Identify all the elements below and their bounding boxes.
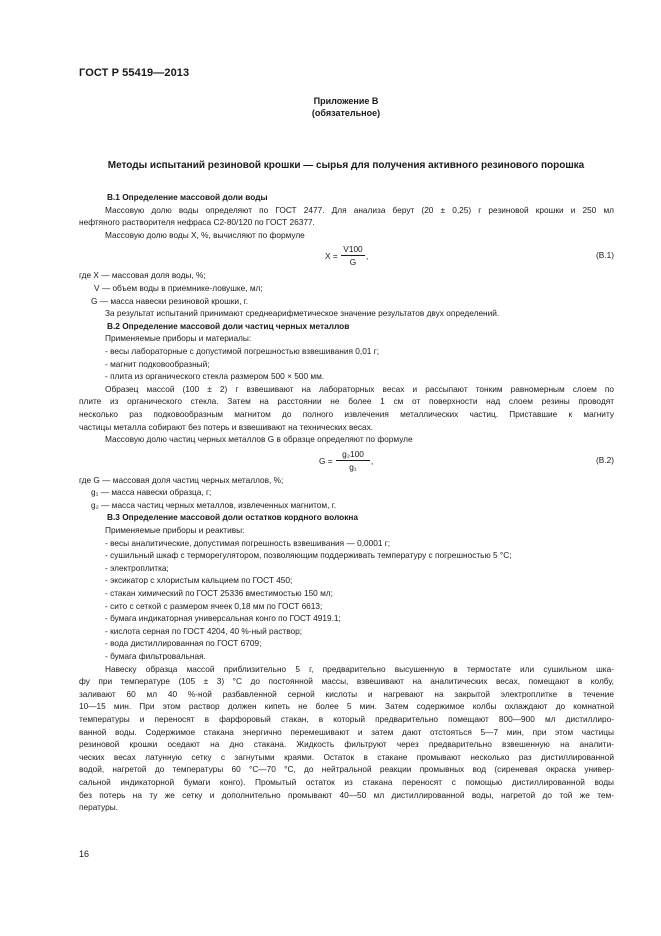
paragraph-line: пературы. bbox=[79, 802, 118, 813]
paragraph-line: частицы металла собирают без потерь и взвешивают на технических весах. bbox=[79, 421, 374, 432]
definition-g1: g₁ — масса навески образца, г; bbox=[91, 487, 212, 498]
list-item: - сито с сеткой с размером ячеек 0,18 мм по ГОСТ 6613; bbox=[105, 600, 323, 611]
list-item: - вода дистиллированная по ГОСТ 6709; bbox=[105, 638, 262, 649]
paragraph-line: Образец массой (100 ± 2) г взвешивают на лабораторных весах и рассыпают тонким равномерным слоем по bbox=[105, 383, 614, 394]
list-item: - стакан химический по ГОСТ 25336 вместимостью 150 мл; bbox=[105, 588, 333, 599]
section-heading-b1: В.1 Определение массовой доли воды bbox=[107, 192, 268, 202]
paragraph: Применяемые приборы и материалы: bbox=[105, 333, 252, 344]
paragraph: нефтяного растворителя нефраса С2-80/120 по ГОСТ 26377. bbox=[79, 217, 315, 228]
standard-header: ГОСТ Р 55419—2013 bbox=[79, 67, 190, 79]
definition-x: где X — массовая доля воды, %; bbox=[79, 270, 206, 281]
paragraph: Массовую долю воды X, %, вычисляют по формуле bbox=[105, 229, 305, 240]
paragraph-line: резиновой крошки оседают на дно стакана. Жидкость фильтруют через предварительно взвешенную на аналити- bbox=[79, 739, 614, 750]
paragraph-line: Навеску образца массой приблизительно 5 г, предварительно высушенную в термостате или сушильном шка- bbox=[105, 663, 614, 674]
paragraph: Применяемые приборы и реактивы: bbox=[105, 525, 245, 536]
paragraph-line: 10—15 мин. При этом раствор должен кипеть не более 5 мин. Затем содержимое колбы охлаждают до комнатной bbox=[79, 701, 614, 712]
paragraph-line: сальной индикаторной бумаги конго). Промытый остаток из стакана переносят с помощью дистиллированной воды bbox=[79, 776, 614, 787]
equation-number: (В.1) bbox=[596, 250, 614, 261]
annex-title: Приложение В bbox=[313, 96, 379, 106]
list-item: - плита из органического стекла размером 500 × 500 мм. bbox=[105, 371, 325, 382]
list-item: - бумага фильтровальная. bbox=[105, 651, 206, 661]
list-item: - сушильный шкаф с терморегулятором, позволяющим поддерживать температуру с погрешностью 5 °С; bbox=[105, 550, 512, 561]
paragraph-line: температуры и переносят в фарфоровый стакан, в который предварительно помещают 800—900 мл дистиллиро- bbox=[79, 713, 614, 724]
list-item: - весы аналитические, допустимая погрешность взвешивания — 0,0001 г; bbox=[105, 537, 391, 548]
paragraph-line: фу при температуре (105 ± 3) °С до постоянной массы, взвешивают на аналитических весах, помещают в колбу, bbox=[79, 676, 614, 687]
document-body bbox=[79, 191, 614, 814]
paragraph-line: заливают 60 мл 40 %-ной разбавленной серной кислоты и нагревают на закрытой электроплитке в течение bbox=[79, 688, 614, 699]
formula-numerator: g₂100 bbox=[342, 448, 364, 459]
annex-subtitle: (обязательное) bbox=[311, 108, 381, 118]
definition-v: V — объем воды в приемнике-ловушке, мл; bbox=[94, 282, 263, 293]
list-item: - весы лабораторные с допустимой погрешностью взвешивания 0,01 г; bbox=[105, 345, 380, 356]
list-item: - эксикатор с хлористым кальцием по ГОСТ 450; bbox=[105, 575, 293, 586]
formula-b1 bbox=[79, 241, 614, 269]
paragraph: Массовую долю частиц черных металлов G в образце определяют по формуле bbox=[105, 434, 413, 445]
formula-numerator: V100 bbox=[343, 244, 363, 255]
paragraph-line: ческих весах латунную сетку с загнутыми краями. Остаток в стакане промывают несколько раз дистиллированной bbox=[79, 751, 614, 762]
section-heading-b2: В.2 Определение массовой доли частиц черных металлов bbox=[107, 320, 350, 331]
formula-b2 bbox=[79, 446, 614, 474]
definition-g: G — масса навески резиновой крошки, г. bbox=[91, 295, 248, 306]
paragraph-line: без потерь на ту же сетку и дополнительно промывают 40—50 мл дистиллированной воды, нагретой до той же тем- bbox=[79, 789, 614, 800]
paragraph: За результат испытаний принимают среднеарифметическое значение результатов двух определений. bbox=[105, 308, 500, 319]
equation-number: (В.2) bbox=[596, 454, 614, 465]
formula-denominator: G bbox=[349, 257, 357, 268]
definition-g: где G — массовая доля частиц черных металлов, %; bbox=[79, 474, 284, 485]
formula-tail: , bbox=[371, 455, 374, 466]
list-item: - магнит подковообразный; bbox=[105, 358, 210, 369]
list-item: - бумага индикаторная универсальная конго по ГОСТ 4919.1; bbox=[105, 613, 341, 624]
formula-lhs: X = bbox=[325, 251, 338, 262]
paragraph-line: водой, нагретой до температуры 60 °С—70 °С, до нейтральной реакции промывных вод (сиреневая окраска универ- bbox=[79, 764, 614, 775]
definition-g2: g₂ — масса частиц черных металлов, извлеченных магнитом, г. bbox=[91, 499, 337, 510]
main-title: Методы испытаний резиновой крошки — сырья для получения активного резинового порошка bbox=[107, 160, 585, 171]
formula-denominator: g₁ bbox=[349, 461, 357, 472]
list-item: - кислота серная по ГОСТ 4204, 40 %-ный раствор; bbox=[105, 625, 303, 636]
page-number: 16 bbox=[79, 849, 90, 859]
formula-tail: , bbox=[366, 251, 369, 262]
formula-lhs: G = bbox=[319, 455, 333, 466]
paragraph-line: ванной воды. Содержимое стакана энергично перемешивают и затем дают отстояться 5—7 мин, при этом частицы bbox=[79, 726, 614, 737]
list-item: - электроплитка; bbox=[105, 562, 169, 573]
paragraph-line: плите из органического стекла. Затем на расстоянии не более 1 см от поверхности над слоем резины проводят bbox=[79, 396, 614, 407]
paragraph-line: несколько раз подковообразным магнитом до полного извлечения металлических частиц. Приставшие к магниту bbox=[79, 408, 614, 419]
paragraph: Массовую долю воды определяют по ГОСТ 2477. Для анализа берут (20 ± 0,25) г резиновой крошки и 250 мл bbox=[105, 204, 614, 215]
section-heading-b3: В.3 Определение массовой доли остатков кордного волокна bbox=[107, 512, 358, 523]
